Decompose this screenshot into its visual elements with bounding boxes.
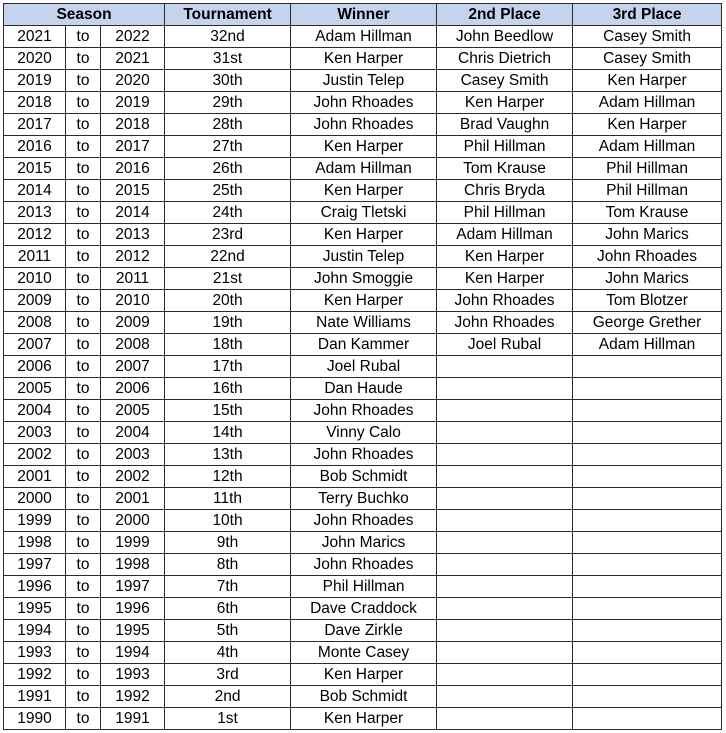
winner-cell: Bob Schmidt	[291, 466, 437, 488]
winner-cell: Craig Tletski	[291, 202, 437, 224]
season-start-cell: 2016	[4, 136, 66, 158]
second-place-cell	[437, 378, 573, 400]
season-end-cell: 1992	[101, 686, 165, 708]
season-separator-cell: to	[66, 26, 101, 48]
winner-cell: John Marics	[291, 532, 437, 554]
tournament-number-cell: 19th	[165, 312, 291, 334]
second-place-cell: Joel Rubal	[437, 334, 573, 356]
tournament-header: Tournament	[165, 4, 291, 26]
table-row	[4, 48, 722, 70]
season-separator-cell: to	[66, 708, 101, 730]
winner-cell: Dan Haude	[291, 378, 437, 400]
season-start-cell: 2009	[4, 290, 66, 312]
tournament-number-cell: 2nd	[165, 686, 291, 708]
tournament-number-cell: 29th	[165, 92, 291, 114]
season-end-cell: 1991	[101, 708, 165, 730]
season-separator-cell: to	[66, 686, 101, 708]
winner-cell: Adam Hillman	[291, 158, 437, 180]
season-end-cell: 2012	[101, 246, 165, 268]
season-end-cell: 2011	[101, 268, 165, 290]
season-separator-cell: to	[66, 598, 101, 620]
results-body	[4, 26, 722, 730]
tournament-number-cell: 7th	[165, 576, 291, 598]
winner-cell: Monte Casey	[291, 642, 437, 664]
season-start-cell: 2008	[4, 312, 66, 334]
season-start-cell: 1992	[4, 664, 66, 686]
second-place-header: 2nd Place	[437, 4, 573, 26]
tournament-number-cell: 17th	[165, 356, 291, 378]
second-place-cell	[437, 664, 573, 686]
season-separator-cell: to	[66, 224, 101, 246]
table-row	[4, 114, 722, 136]
tournament-number-cell: 22nd	[165, 246, 291, 268]
table-row	[4, 224, 722, 246]
table-row	[4, 642, 722, 664]
season-end-cell: 2014	[101, 202, 165, 224]
season-separator-cell: to	[66, 466, 101, 488]
winner-cell: John Rhoades	[291, 92, 437, 114]
season-separator-cell: to	[66, 312, 101, 334]
third-place-cell: Ken Harper	[573, 114, 722, 136]
season-start-cell: 1999	[4, 510, 66, 532]
season-end-cell: 2008	[101, 334, 165, 356]
winner-cell: Ken Harper	[291, 180, 437, 202]
table-row	[4, 356, 722, 378]
winner-cell: Adam Hillman	[291, 26, 437, 48]
third-place-cell: John Rhoades	[573, 246, 722, 268]
table-row	[4, 554, 722, 576]
third-place-cell	[573, 422, 722, 444]
season-end-cell: 2009	[101, 312, 165, 334]
third-place-cell	[573, 532, 722, 554]
season-separator-cell: to	[66, 356, 101, 378]
season-start-cell: 2012	[4, 224, 66, 246]
third-place-cell: Tom Blotzer	[573, 290, 722, 312]
third-place-cell	[573, 400, 722, 422]
tournament-number-cell: 15th	[165, 400, 291, 422]
tournament-number-cell: 14th	[165, 422, 291, 444]
season-separator-cell: to	[66, 488, 101, 510]
second-place-cell: John Rhoades	[437, 290, 573, 312]
winner-cell: Justin Telep	[291, 70, 437, 92]
second-place-cell	[437, 488, 573, 510]
third-place-cell	[573, 576, 722, 598]
season-start-cell: 2011	[4, 246, 66, 268]
second-place-cell: Chris Bryda	[437, 180, 573, 202]
winner-cell: Dave Zirkle	[291, 620, 437, 642]
season-end-cell: 2021	[101, 48, 165, 70]
tournament-number-cell: 30th	[165, 70, 291, 92]
second-place-cell	[437, 400, 573, 422]
second-place-cell: Phil Hillman	[437, 202, 573, 224]
season-separator-cell: to	[66, 92, 101, 114]
season-end-cell: 2022	[101, 26, 165, 48]
season-end-cell: 2001	[101, 488, 165, 510]
season-end-cell: 1993	[101, 664, 165, 686]
tournament-number-cell: 25th	[165, 180, 291, 202]
tournament-number-cell: 10th	[165, 510, 291, 532]
season-start-cell: 2007	[4, 334, 66, 356]
season-separator-cell: to	[66, 510, 101, 532]
season-end-cell: 2019	[101, 92, 165, 114]
season-separator-cell: to	[66, 576, 101, 598]
season-separator-cell: to	[66, 334, 101, 356]
season-start-cell: 1995	[4, 598, 66, 620]
season-end-cell: 2015	[101, 180, 165, 202]
second-place-cell	[437, 686, 573, 708]
season-start-cell: 2005	[4, 378, 66, 400]
season-end-cell: 2018	[101, 114, 165, 136]
tournament-number-cell: 5th	[165, 620, 291, 642]
winner-cell: John Smoggie	[291, 268, 437, 290]
second-place-cell: Ken Harper	[437, 268, 573, 290]
table-row	[4, 510, 722, 532]
winner-cell: John Rhoades	[291, 444, 437, 466]
second-place-cell: John Beedlow	[437, 26, 573, 48]
second-place-cell	[437, 598, 573, 620]
second-place-cell	[437, 576, 573, 598]
season-separator-cell: to	[66, 202, 101, 224]
season-separator-cell: to	[66, 136, 101, 158]
third-place-cell: Phil Hillman	[573, 180, 722, 202]
third-place-cell: Casey Smith	[573, 26, 722, 48]
second-place-cell: Casey Smith	[437, 70, 573, 92]
table-row	[4, 664, 722, 686]
season-end-cell: 1999	[101, 532, 165, 554]
season-end-cell: 2006	[101, 378, 165, 400]
table-row	[4, 620, 722, 642]
third-place-cell	[573, 356, 722, 378]
tournament-number-cell: 3rd	[165, 664, 291, 686]
table-row	[4, 312, 722, 334]
second-place-cell	[437, 422, 573, 444]
season-start-cell: 1997	[4, 554, 66, 576]
season-end-cell: 1997	[101, 576, 165, 598]
third-place-cell: Ken Harper	[573, 70, 722, 92]
season-separator-cell: to	[66, 246, 101, 268]
table-row	[4, 268, 722, 290]
season-end-cell: 1995	[101, 620, 165, 642]
season-end-cell: 2010	[101, 290, 165, 312]
winner-cell: Joel Rubal	[291, 356, 437, 378]
season-separator-cell: to	[66, 532, 101, 554]
season-start-cell: 2004	[4, 400, 66, 422]
third-place-cell	[573, 620, 722, 642]
table-row	[4, 466, 722, 488]
season-separator-cell: to	[66, 114, 101, 136]
tournament-number-cell: 6th	[165, 598, 291, 620]
third-place-cell: Adam Hillman	[573, 92, 722, 114]
season-end-cell: 1996	[101, 598, 165, 620]
third-place-cell	[573, 466, 722, 488]
table-row	[4, 708, 722, 730]
season-start-cell: 2014	[4, 180, 66, 202]
season-end-cell: 2016	[101, 158, 165, 180]
table-row	[4, 686, 722, 708]
table-row	[4, 158, 722, 180]
tournament-results-table	[3, 3, 722, 730]
winner-cell: John Rhoades	[291, 510, 437, 532]
second-place-cell	[437, 554, 573, 576]
winner-cell: John Rhoades	[291, 114, 437, 136]
season-end-cell: 1998	[101, 554, 165, 576]
season-separator-cell: to	[66, 444, 101, 466]
third-place-cell	[573, 488, 722, 510]
tournament-number-cell: 11th	[165, 488, 291, 510]
season-separator-cell: to	[66, 48, 101, 70]
season-end-cell: 2020	[101, 70, 165, 92]
season-end-cell: 2004	[101, 422, 165, 444]
third-place-cell	[573, 686, 722, 708]
season-separator-cell: to	[66, 554, 101, 576]
third-place-cell	[573, 642, 722, 664]
third-place-cell: John Marics	[573, 268, 722, 290]
season-end-cell: 2017	[101, 136, 165, 158]
header-row	[4, 4, 722, 26]
second-place-cell	[437, 708, 573, 730]
winner-cell: Ken Harper	[291, 290, 437, 312]
table-row	[4, 290, 722, 312]
season-start-cell: 2019	[4, 70, 66, 92]
second-place-cell	[437, 620, 573, 642]
third-place-cell	[573, 554, 722, 576]
season-separator-cell: to	[66, 158, 101, 180]
season-start-cell: 2013	[4, 202, 66, 224]
season-separator-cell: to	[66, 664, 101, 686]
season-separator-cell: to	[66, 70, 101, 92]
season-separator-cell: to	[66, 400, 101, 422]
second-place-cell: John Rhoades	[437, 312, 573, 334]
third-place-header: 3rd Place	[573, 4, 722, 26]
season-start-cell: 1991	[4, 686, 66, 708]
winner-cell: Ken Harper	[291, 664, 437, 686]
winner-cell: John Rhoades	[291, 400, 437, 422]
tournament-number-cell: 31st	[165, 48, 291, 70]
table-row	[4, 136, 722, 158]
second-place-cell: Ken Harper	[437, 246, 573, 268]
tournament-number-cell: 27th	[165, 136, 291, 158]
second-place-cell	[437, 356, 573, 378]
season-separator-cell: to	[66, 180, 101, 202]
table-row	[4, 92, 722, 114]
third-place-cell	[573, 708, 722, 730]
season-separator-cell: to	[66, 422, 101, 444]
table-row	[4, 444, 722, 466]
season-start-cell: 1990	[4, 708, 66, 730]
third-place-cell: Casey Smith	[573, 48, 722, 70]
season-separator-cell: to	[66, 378, 101, 400]
third-place-cell: Tom Krause	[573, 202, 722, 224]
second-place-cell	[437, 444, 573, 466]
table-row	[4, 378, 722, 400]
third-place-cell	[573, 598, 722, 620]
tournament-number-cell: 21st	[165, 268, 291, 290]
winner-cell: Bob Schmidt	[291, 686, 437, 708]
season-end-cell: 2005	[101, 400, 165, 422]
second-place-cell	[437, 642, 573, 664]
third-place-cell: Adam Hillman	[573, 136, 722, 158]
season-start-cell: 1996	[4, 576, 66, 598]
second-place-cell: Ken Harper	[437, 92, 573, 114]
tournament-number-cell: 18th	[165, 334, 291, 356]
season-separator-cell: to	[66, 620, 101, 642]
season-start-cell: 2021	[4, 26, 66, 48]
table-row	[4, 334, 722, 356]
table-row	[4, 532, 722, 554]
tournament-number-cell: 13th	[165, 444, 291, 466]
winner-cell: Justin Telep	[291, 246, 437, 268]
season-start-cell: 1998	[4, 532, 66, 554]
table-row	[4, 400, 722, 422]
season-separator-cell: to	[66, 642, 101, 664]
third-place-cell	[573, 664, 722, 686]
season-start-cell: 2001	[4, 466, 66, 488]
table-row	[4, 598, 722, 620]
third-place-cell	[573, 378, 722, 400]
second-place-cell	[437, 532, 573, 554]
season-end-cell: 2013	[101, 224, 165, 246]
season-start-cell: 1994	[4, 620, 66, 642]
table-row	[4, 202, 722, 224]
second-place-cell: Brad Vaughn	[437, 114, 573, 136]
season-start-cell: 2018	[4, 92, 66, 114]
season-start-cell: 2010	[4, 268, 66, 290]
winner-cell: Vinny Calo	[291, 422, 437, 444]
season-end-cell: 2003	[101, 444, 165, 466]
season-end-cell: 2002	[101, 466, 165, 488]
table-row	[4, 488, 722, 510]
tournament-number-cell: 1st	[165, 708, 291, 730]
winner-cell: Phil Hillman	[291, 576, 437, 598]
tournament-number-cell: 28th	[165, 114, 291, 136]
table-row	[4, 422, 722, 444]
season-separator-cell: to	[66, 268, 101, 290]
season-start-cell: 2006	[4, 356, 66, 378]
winner-header: Winner	[291, 4, 437, 26]
third-place-cell	[573, 510, 722, 532]
winner-cell: Terry Buchko	[291, 488, 437, 510]
second-place-cell: Phil Hillman	[437, 136, 573, 158]
second-place-cell	[437, 510, 573, 532]
table-row	[4, 70, 722, 92]
winner-cell: Ken Harper	[291, 224, 437, 246]
second-place-cell	[437, 466, 573, 488]
season-start-cell: 2003	[4, 422, 66, 444]
season-end-cell: 1994	[101, 642, 165, 664]
winner-cell: John Rhoades	[291, 554, 437, 576]
tournament-number-cell: 4th	[165, 642, 291, 664]
winner-cell: Ken Harper	[291, 48, 437, 70]
third-place-cell: Phil Hillman	[573, 158, 722, 180]
winner-cell: Ken Harper	[291, 708, 437, 730]
tournament-number-cell: 26th	[165, 158, 291, 180]
season-end-cell: 2000	[101, 510, 165, 532]
table-row	[4, 180, 722, 202]
third-place-cell: John Marics	[573, 224, 722, 246]
season-end-cell: 2007	[101, 356, 165, 378]
season-start-cell: 1993	[4, 642, 66, 664]
winner-cell: Dave Craddock	[291, 598, 437, 620]
winner-cell: Dan Kammer	[291, 334, 437, 356]
tournament-number-cell: 32nd	[165, 26, 291, 48]
tournament-number-cell: 23rd	[165, 224, 291, 246]
tournament-number-cell: 24th	[165, 202, 291, 224]
season-start-cell: 2020	[4, 48, 66, 70]
season-start-cell: 2000	[4, 488, 66, 510]
winner-cell: Nate Williams	[291, 312, 437, 334]
winner-cell: Ken Harper	[291, 136, 437, 158]
tournament-number-cell: 9th	[165, 532, 291, 554]
season-start-cell: 2017	[4, 114, 66, 136]
tournament-number-cell: 20th	[165, 290, 291, 312]
table-row	[4, 26, 722, 48]
season-start-cell: 2015	[4, 158, 66, 180]
tournament-number-cell: 12th	[165, 466, 291, 488]
second-place-cell: Chris Dietrich	[437, 48, 573, 70]
tournament-number-cell: 8th	[165, 554, 291, 576]
third-place-cell: George Grether	[573, 312, 722, 334]
table-row	[4, 576, 722, 598]
season-header: Season	[4, 4, 165, 26]
season-start-cell: 2002	[4, 444, 66, 466]
table-row	[4, 246, 722, 268]
tournament-number-cell: 16th	[165, 378, 291, 400]
second-place-cell: Adam Hillman	[437, 224, 573, 246]
second-place-cell: Tom Krause	[437, 158, 573, 180]
third-place-cell	[573, 444, 722, 466]
third-place-cell: Adam Hillman	[573, 334, 722, 356]
season-separator-cell: to	[66, 290, 101, 312]
